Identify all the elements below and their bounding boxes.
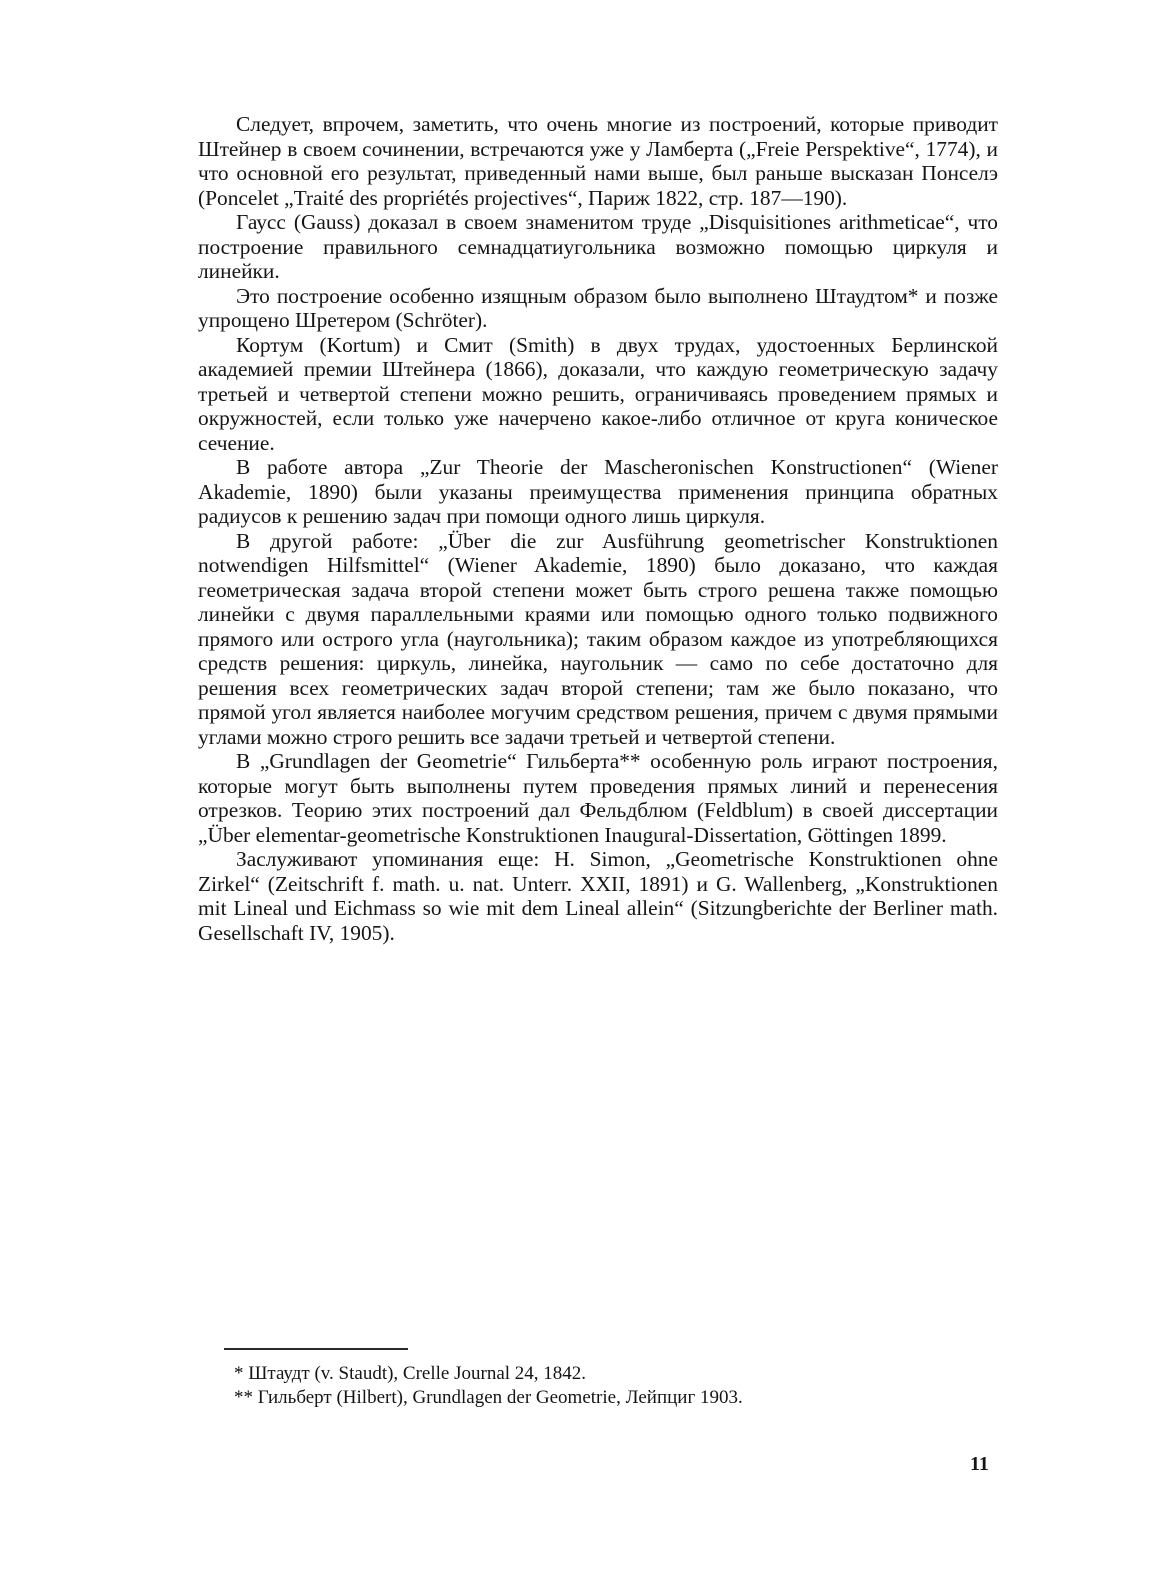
footnote-hilbert: ** Гильберт (Hilbert), Grundlagen der Geometrie, Лейпциг 1903. xyxy=(234,1387,743,1408)
paragraph-mascheronischen: В работе автора „Zur Theorie der Mascheronischen Konstructionen“ (Wiener Akademie, 1890) были указаны преимущества применения принципа обратных радиусов к решению задач при помощи одного лишь циркуля. xyxy=(198,455,998,528)
paragraph-hilbert: В „Grundlagen der Geometrie“ Гильберта** особенную роль играют построения, которые могут быть выполнены путем проведения прямых линий и перенесения отрезков. Теорию этих построений дал Фельдблюм (Feldblum) в своей диссертации „Über elementar-geometrische Konstruktionen Inaugural-Dissertation, Göttingen 1899. xyxy=(198,749,998,847)
paragraph-staudt: Это построение особенно изящным образом было выполнено Штаудтом* и позже упрощено Шретером (Schröter). xyxy=(198,283,998,332)
footnote-divider xyxy=(224,1348,408,1350)
footnotes xyxy=(234,1362,994,1410)
paragraph-hilfsmittel: В другой работе: „Über die zur Ausführung geometrischer Konstruktionen notwendigen Hilfsmittel“ (Wiener Akademie, 1890) было доказано, что каждая геометрическая задача второй степени может быть строго решена также помощью линейки с двумя параллельными краями или помощью одного только подвижного прямого или острого угла (наугольника); таким образом каждое из употребляющихся средств решения: циркуль, линейка, наугольник — само по себе достаточно для решения всех геометрических задач второй степени; там же было показано, что прямой угол является наиболее могучим средством решения, причем с двумя прямыми углами можно строго решить все задачи третьей и четвертой степени. xyxy=(198,528,998,749)
footnote-staudt: * Штаудт (v. Staudt), Crelle Journal 24, 1842. xyxy=(234,1363,587,1384)
paragraph-gauss: Гаусс (Gauss) доказал в своем знаменитом труде „Disquisitiones arithmeticae“, что построение правильного семнадцатиугольника возможно помощью циркуля и линейки. xyxy=(198,210,998,283)
paragraph-kortum-smith: Кортум (Kortum) и Смит (Smith) в двух трудах, удостоенных Берлинской академией премии Штейнера (1866), доказали, что каждую геометрическую задачу третьей и четвертой степени можно решить, ограничиваясь проведением прямых и окружностей, если только уже начерчено какое-либо отличное от круга коническое сечение. xyxy=(198,332,998,455)
page-number: 11 xyxy=(970,1453,989,1475)
paragraph-lambert: Следует, впрочем, заметить, что очень многие из построений, которые приводит Штейнер в своем сочинении, встречаются уже у Ламберта („Freie Perspektive“, 1774), и что основной его результат, приведенный нами выше, был раньше высказан Понселэ (Poncelet „Traité des propriétés projectives“, Париж 1822, стр. 187—190). xyxy=(198,112,998,210)
page-body xyxy=(198,112,998,945)
paragraph-references: Заслуживают упоминания еще: H. Simon, „Geometrische Konstruktionen ohne Zirkel“ (Zeitschrift f. math. u. nat. Unterr. XXII, 1891) и G. Wallenberg, „Konstruktionen mit Lineal und Eichmass so wie mit dem Lineal allein“ (Sitzungberichte der Berliner math. Gesellschaft IV, 1905). xyxy=(198,847,998,945)
